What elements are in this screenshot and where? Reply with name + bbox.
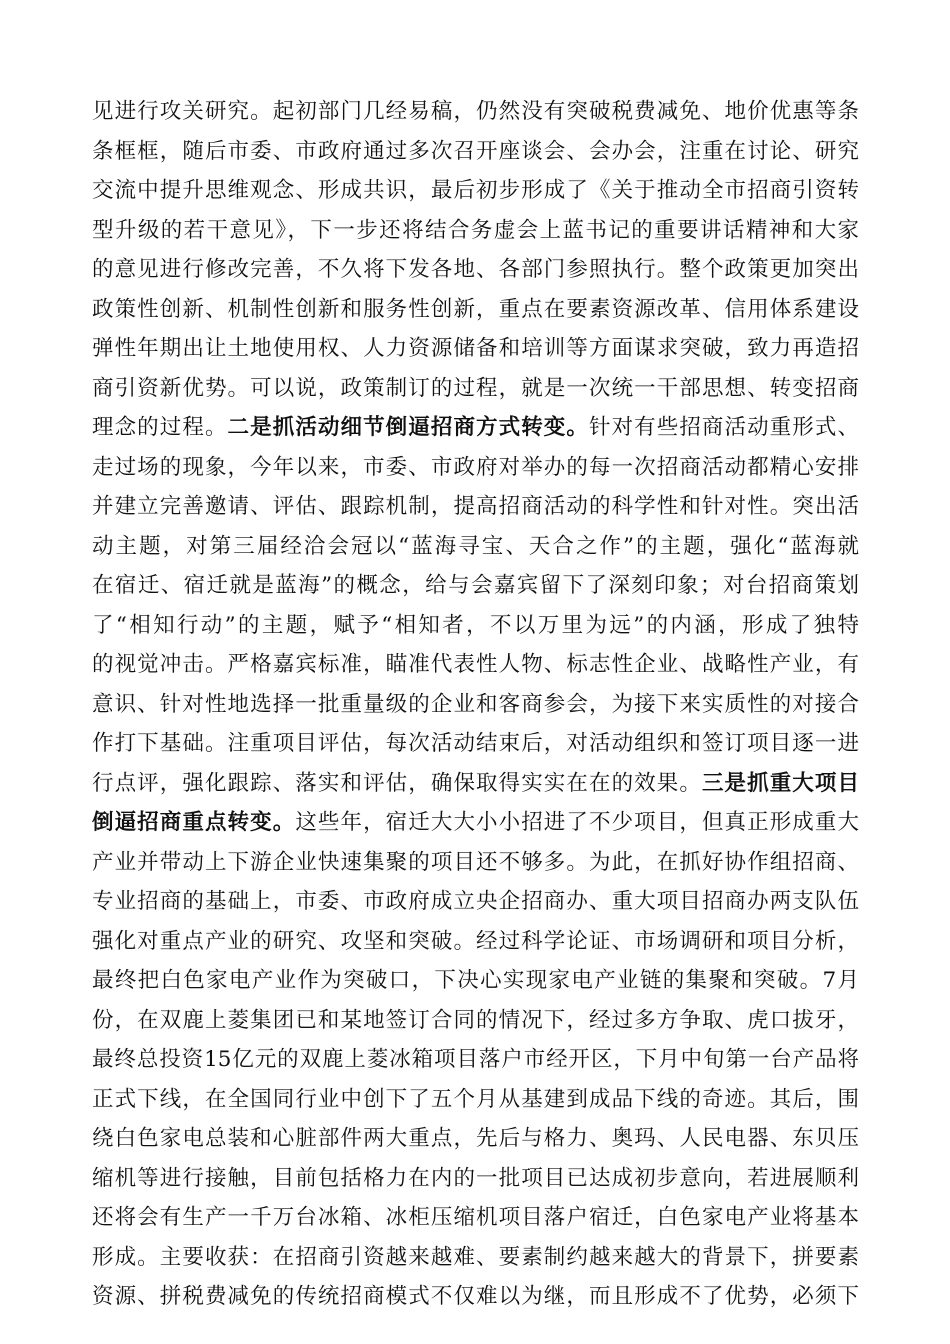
text-line: [92, 527, 859, 567]
text-line: [92, 408, 859, 448]
body-text: 缩机等进行接触，目前包括格力在内的一批项目已达成初步意向，若进展顺利: [92, 1165, 859, 1191]
body-text: 商引资新优势。可以说，政策制订的过程，就是一次统一干部思想、转变招商: [92, 375, 859, 401]
body-text: 产业并带动上下游企业快速集聚的项目还不够多。为此，在抓好协作组招商、: [92, 849, 859, 875]
text-line: [92, 250, 859, 290]
body-text: 政策性创新、机制性创新和服务性创新，重点在要素资源改革、信用体系建设: [92, 296, 859, 322]
body-text: 弹性年期出让土地使用权、人力资源储备和培训等方面谋求突破，致力再造招: [92, 336, 859, 361]
text-line: [92, 369, 859, 409]
text-line: [92, 922, 859, 962]
text-line: [92, 1080, 859, 1120]
bold-heading-text: 倒逼招商重点转变。: [92, 810, 296, 835]
body-text: 正式下线，在全国同行业中创下了五个月从基建到成品下线的奇迹。其后，围: [92, 1086, 859, 1112]
text-line: [92, 882, 859, 922]
text-line: [92, 132, 859, 172]
body-text: 这些年，宿迁大大小小招进了不少项目，但真正形成重大: [295, 810, 859, 835]
body-text: 走过场的现象，今年以来，市委、市政府对举办的每一次招商活动都精心安排: [92, 454, 859, 480]
body-text: 在宿迁、宿迁就是蓝海”的概念，给与会嘉宾留下了深刻印象；对台招商策划: [92, 573, 859, 598]
bold-heading-text: 二是抓活动细节倒逼招商方式转变。: [227, 415, 589, 440]
body-text: 强化对重点产业的研究、攻坚和突破。经过科学论证、市场调研和项目分析，: [92, 928, 859, 954]
body-text: 的视觉冲击。严格嘉宾标准，瞄准代表性人物、标志性企业、战略性产业，有: [92, 652, 859, 677]
text-line: [92, 1198, 859, 1238]
body-text: 绕白色家电总装和心脏部件两大重点，先后与格力、奥玛、人民电器、东贝压: [92, 1126, 859, 1151]
body-text: 针对有些招商活动重形式、: [588, 415, 859, 440]
body-text: 行点评，强化跟踪、落实和评估，确保取得实实在在的效果。: [92, 770, 702, 796]
text-line: [92, 764, 859, 804]
body-text: 理念的过程。: [92, 415, 228, 440]
text-line: [92, 290, 859, 330]
body-text: 资源、拼税费减免的传统招商模式不仅难以为继，而且形成不了优势，必须下: [92, 1284, 859, 1309]
text-line: [92, 843, 859, 883]
body-text: 还将会有生产一千万台冰箱、冰柜压缩机项目落户宿迁，白色家电产业将基本: [92, 1205, 859, 1230]
bold-heading-text: 三是抓重大项目: [701, 770, 859, 796]
body-text: 最终总投资15亿元的双鹿上菱冰箱项目落户市经开区，下月中旬第一台产品将: [92, 1047, 859, 1072]
text-line: [92, 329, 859, 369]
body-text: 形成。主要收获：在招商引资越来越难、要素制约越来越大的背景下，拼要素: [92, 1244, 859, 1270]
text-line: [92, 1238, 859, 1278]
text-line: [92, 92, 859, 132]
body-text: 交流中提升思维观念、形成共识，最后初步形成了《关于推动全市招商引资转: [92, 178, 859, 203]
text-line: [92, 171, 859, 211]
text-line: [92, 606, 859, 646]
text-line: [92, 685, 859, 725]
text-line: [92, 211, 859, 251]
text-line: [92, 1001, 859, 1041]
body-text: 动主题，对第三届经洽会冠以“蓝海寻宝、天合之作”的主题，强化“蓝海就: [92, 533, 859, 559]
body-text: 作打下基础。注重项目评估，每次活动结束后，对活动组织和签订项目逐一进: [92, 731, 859, 756]
text-line: [92, 448, 859, 488]
body-text: 意识、针对性地选择一批重量级的企业和客商参会，为接下来实质性的对接合: [92, 691, 859, 717]
body-text: 见进行攻关研究。起初部门几经易稿，仍然没有突破税费减免、地价优惠等条: [92, 99, 859, 124]
text-line: [92, 803, 859, 843]
text-line: [92, 1040, 859, 1080]
text-line: [92, 724, 859, 764]
document-body: [92, 92, 859, 1317]
body-text: 并建立完善邀请、评估、跟踪机制，提高招商活动的科学性和针对性。突出活: [92, 494, 859, 519]
text-line: [92, 1159, 859, 1199]
body-text: 份，在双鹿上菱集团已和某地签订合同的情况下，经过多方争取、虎口拔牙，: [92, 1007, 859, 1033]
text-line: [92, 1119, 859, 1159]
text-line: [92, 566, 859, 606]
body-text: 型升级的若干意见》，下一步还将结合务虚会上蓝书记的重要讲话精神和大家: [92, 217, 859, 243]
body-text: 条框框，随后市委、市政府通过多次召开座谈会、会办会，注重在讨论、研究: [92, 138, 859, 164]
text-line: [92, 1277, 859, 1317]
body-text: 的意见进行修改完善，不久将下发各地、各部门参照执行。整个政策更加突出: [92, 257, 859, 282]
text-line: [92, 961, 859, 1001]
body-text: 最终把白色家电产业作为突破口，下决心实现家电产业链的集聚和突破。7月: [92, 968, 859, 993]
body-text: 了“相知行动”的主题，赋予“相知者，不以万里为远”的内涵，形成了独特: [92, 612, 859, 638]
text-line: [92, 645, 859, 685]
text-line: [92, 487, 859, 527]
body-text: 专业招商的基础上，市委、市政府成立央企招商办、重大项目招商办两支队伍: [92, 889, 859, 914]
